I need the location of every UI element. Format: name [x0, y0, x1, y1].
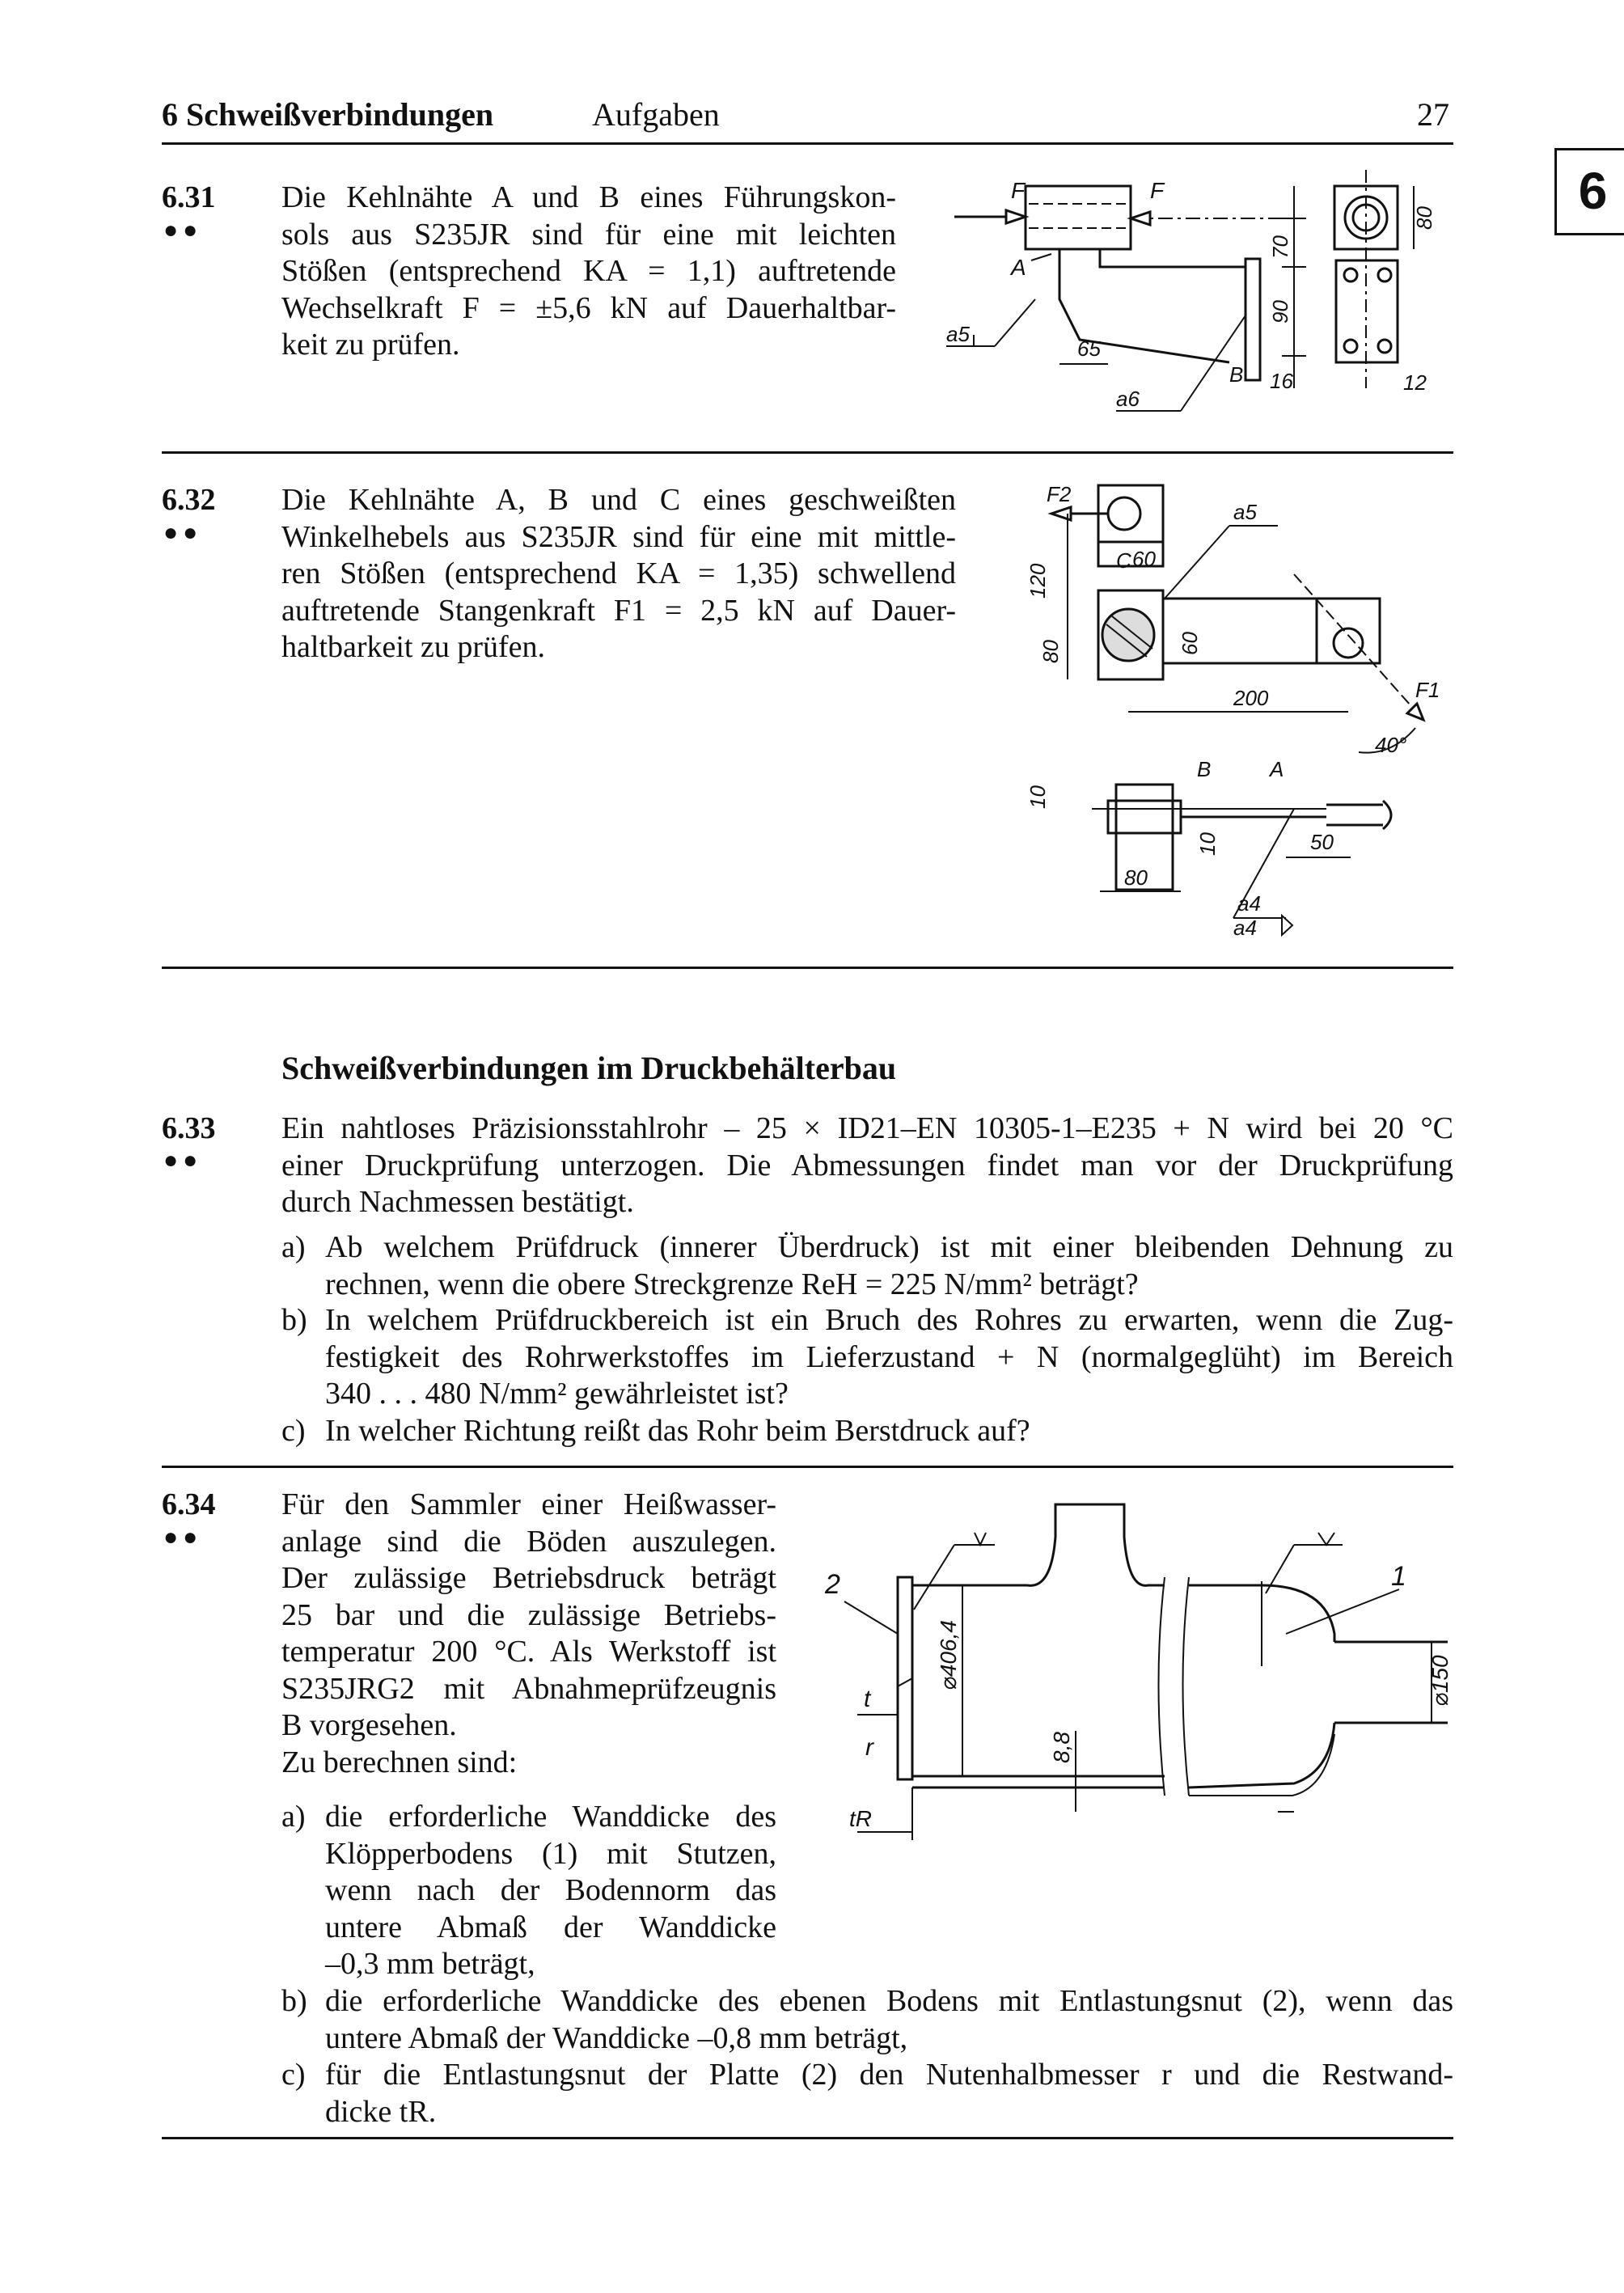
- text-line: Ein nahtloses Präzisionsstahlrohr – 25 × ID21–EN 10305-1–E235 + N wird bei 20 °C: [281, 1111, 1453, 1145]
- text-line: Stößen (entsprechend KA = 1,1) auftretende: [281, 254, 896, 288]
- text-line: 25 bar und die zulässige Betriebs-: [281, 1597, 776, 1632]
- label-weld-b: B: [1197, 757, 1212, 781]
- label-r: r: [865, 1734, 873, 1761]
- page-bottom-rule: [162, 2137, 1453, 2139]
- figure-collector-heads: [809, 1488, 1456, 1844]
- text-line: Die Kehlnähte A und B eines Führungskon-: [281, 180, 896, 214]
- label-weld-size-a5: a5: [1233, 500, 1257, 524]
- dim-diameter-nozzle: ⌀150: [1427, 1655, 1453, 1707]
- figure-guide-bracket: [938, 170, 1456, 421]
- text-line: temperatur 200 °C. Als Werkstoff ist: [281, 1635, 776, 1669]
- label-weld-b-size: a6: [1116, 387, 1140, 411]
- text-line: keit zu prüfen.: [281, 328, 460, 362]
- item-label: c): [281, 2058, 306, 2092]
- text-line: anlage sind die Böden auszulegen.: [281, 1524, 776, 1559]
- task-separator: [162, 967, 1453, 969]
- text-line: untere Abmaß der Wanddicke –0,8 mm beträgt,: [325, 2020, 908, 2055]
- text-line: für die Entlastungsnut der Platte (2) den Nutenhalbmesser r und die Restwand-: [325, 2058, 1453, 2092]
- text-line: Für den Sammler einer Heißwasser-: [281, 1487, 776, 1521]
- task-difficulty-6-33: ●●: [163, 1147, 203, 1174]
- label-weld-a-size: a5: [946, 322, 970, 346]
- text-line: auftretende Stangenkraft F1 = 2,5 kN auf Dauer-: [281, 593, 956, 628]
- task-item-6-34-a: [281, 1799, 776, 1985]
- text-line: durch Nachmessen bestätigt.: [281, 1185, 634, 1219]
- task-number-6-34: 6.34: [162, 1487, 216, 1521]
- dim-80: 80: [1412, 206, 1436, 230]
- label-tr: tR: [849, 1806, 872, 1831]
- label-weld-a: A: [1270, 757, 1284, 781]
- text-line: Die Kehlnähte A, B und C eines geschweißten: [281, 483, 956, 517]
- dim-120: 120: [1026, 563, 1050, 599]
- task-text-6-33: [281, 1111, 1453, 1221]
- text-line: haltbarkeit zu prüfen.: [281, 630, 546, 664]
- text-line: die erforderliche Wanddicke des: [325, 1800, 776, 1834]
- text-line: rechnen, wenn die obere Streckgrenze ReH = 225 N/mm² beträgt?: [325, 1267, 1139, 1301]
- task-difficulty-6-32: ●●: [163, 519, 203, 546]
- task-text-6-31: [281, 180, 896, 364]
- task-item-6-33-b: [281, 1302, 1453, 1414]
- chapter-title: 6 Schweißverbindungen: [162, 96, 494, 133]
- dim-200: 200: [1233, 686, 1269, 710]
- label-weld-size-a4-bottom: a4: [1233, 916, 1257, 940]
- text-line: Der zulässige Betriebsdruck beträgt: [281, 1561, 776, 1595]
- angle-40: 40°: [1375, 733, 1407, 757]
- label-weld-b: B: [1229, 362, 1244, 387]
- item-label: b): [281, 1984, 307, 2018]
- text-line: S235JRG2 mit Abnahmeprüfzeugnis: [281, 1671, 776, 1706]
- label-weld-c: C: [1116, 548, 1131, 573]
- subsection-title: Schweißverbindungen im Druckbehälterbau: [281, 1050, 897, 1086]
- task-item-6-34-c: [281, 2057, 1453, 2131]
- task-separator: [162, 1466, 1453, 1468]
- task-number-6-33: 6.33: [162, 1111, 216, 1145]
- label-weld-size-a4-top: a4: [1237, 891, 1261, 916]
- item-label: c): [281, 1414, 306, 1448]
- task-text-6-32: [281, 482, 956, 666]
- text-line: dicke tR.: [325, 2094, 437, 2129]
- label-part-2: 2: [825, 1569, 840, 1600]
- task-separator: [162, 451, 1453, 454]
- text-line: In welchem Prüfdruckbereich ist ein Bruch des Rohres zu erwarten, wenn die Zug-: [325, 1303, 1453, 1337]
- dim-60-side: 60: [1178, 632, 1202, 655]
- item-label: a): [281, 1230, 306, 1264]
- chapter-thumb-index: 6: [1554, 148, 1624, 235]
- task-text-6-34: [281, 1487, 776, 1781]
- section-label: Aufgaben: [592, 96, 720, 133]
- task-item-6-33-a: [281, 1229, 1453, 1304]
- dim-10-left: 10: [1026, 785, 1050, 809]
- dim-diameter-shell: ⌀406,4: [936, 1620, 961, 1690]
- task-number-6-31: 6.31: [162, 180, 216, 214]
- text-line: 340 . . . 480 N/mm² gewährleistet ist?: [325, 1377, 789, 1411]
- text-line: ren Stößen (entsprechend KA = 1,35) schwellend: [281, 556, 956, 590]
- text-line: einer Druckprüfung unterzogen. Die Abmessungen findet man vor der Druckprüfung: [281, 1148, 1453, 1182]
- dim-wall: 8,8: [1049, 1732, 1074, 1763]
- text-line: B vorgesehen.: [281, 1708, 457, 1742]
- text-line: Winkelhebels aus S235JR sind für eine mit mittle-: [281, 519, 956, 554]
- text-line: sols aus S235JR sind für eine mit leichten: [281, 217, 896, 252]
- dim-50: 50: [1310, 830, 1334, 854]
- figure-angle-lever: [1003, 477, 1456, 946]
- text-line: Zu berechnen sind:: [281, 1745, 518, 1779]
- task-difficulty-6-31: ●●: [163, 217, 203, 243]
- dim-65: 65: [1077, 336, 1101, 361]
- text-line: wenn nach der Bodennorm das: [325, 1873, 776, 1907]
- text-line: Wechselkraft F = ±5,6 kN auf Dauerhaltbar-: [281, 290, 896, 325]
- label-force-left: F: [1011, 178, 1026, 203]
- text-line: untere Abmaß der Wanddicke: [325, 1910, 776, 1944]
- task-item-6-34-b: [281, 1983, 1453, 2058]
- dim-12: 12: [1403, 370, 1427, 395]
- item-label: b): [281, 1303, 307, 1337]
- label-force-right: F: [1150, 178, 1165, 203]
- text-line: In welcher Richtung reißt das Rohr beim Berstdruck auf?: [325, 1414, 1030, 1448]
- label-t: t: [864, 1686, 871, 1712]
- task-difficulty-6-34: ●●: [163, 1524, 203, 1551]
- dim-16: 16: [1270, 369, 1293, 393]
- task-number-6-32: 6.32: [162, 483, 216, 517]
- label-weld-a: A: [1011, 255, 1026, 280]
- dim-70: 70: [1268, 235, 1292, 259]
- header-rule: [162, 142, 1453, 145]
- page-number: 27: [1417, 96, 1449, 133]
- dim-80-left: 80: [1038, 640, 1063, 663]
- text-line: –0,3 mm beträgt,: [325, 1947, 535, 1981]
- dim-90: 90: [1268, 300, 1292, 324]
- dim-60-top: 60: [1132, 547, 1156, 571]
- label-force-2: F2: [1047, 482, 1072, 506]
- dim-80-bottom: 80: [1124, 865, 1148, 890]
- text-line: Klöpperbodens (1) mit Stutzen,: [325, 1836, 776, 1871]
- text-line: festigkeit des Rohrwerkstoffes im Lieferzustand + N (normalgeglüht) im Bereich: [325, 1339, 1453, 1374]
- label-force-1: F1: [1415, 678, 1440, 702]
- text-line: Ab welchem Prüfdruck (innerer Überdruck) ist mit einer bleibenden Dehnung zu: [325, 1230, 1453, 1264]
- label-part-1: 1: [1391, 1561, 1406, 1592]
- dim-10-mid: 10: [1195, 832, 1220, 856]
- text-line: die erforderliche Wanddicke des ebenen Bodens mit Entlastungsnut (2), wenn das: [325, 1984, 1453, 2018]
- task-item-6-33-c: [281, 1413, 1453, 1450]
- item-label: a): [281, 1800, 306, 1834]
